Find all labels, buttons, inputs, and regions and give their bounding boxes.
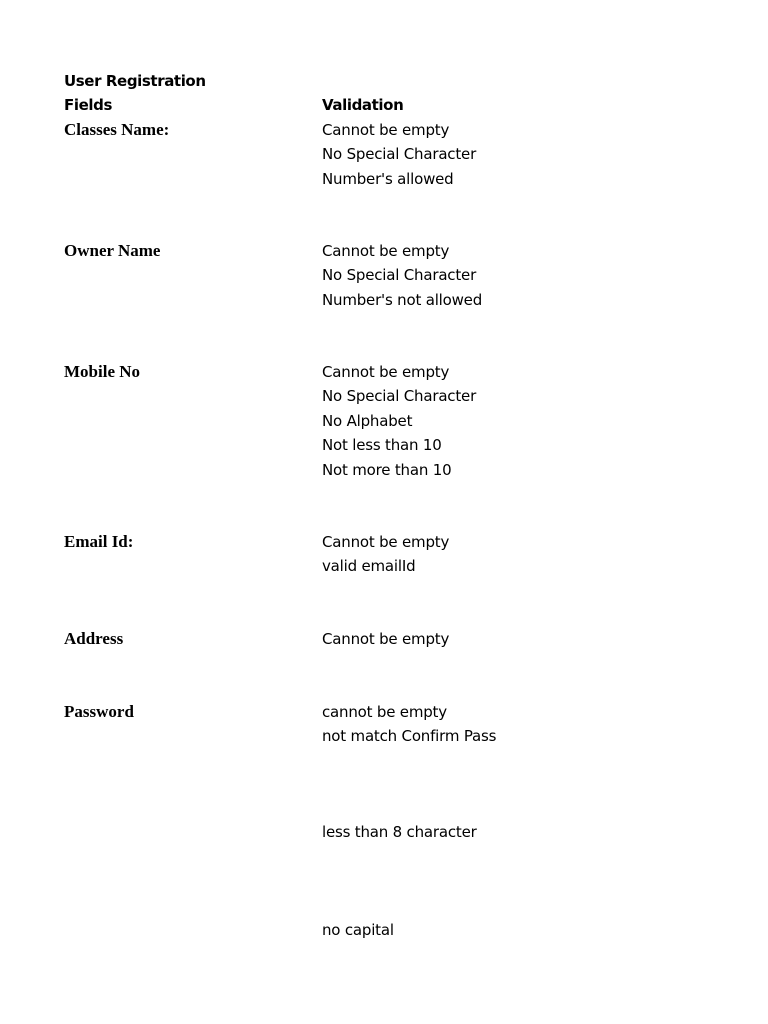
validation-rule: No Alphabet <box>322 412 413 430</box>
field-label-email-id: Email Id: <box>64 532 134 551</box>
validation-rule: Not more than 10 <box>322 461 452 479</box>
field-label-owner-name: Owner Name <box>64 241 161 260</box>
validation-rule: Number's allowed <box>322 170 454 188</box>
validation-rule: no capital <box>322 921 394 939</box>
document-title: User Registration <box>64 72 206 90</box>
field-label-password: Password <box>64 702 134 721</box>
validation-rule: less than 8 character <box>322 823 477 841</box>
validation-rule: Cannot be empty <box>322 242 450 260</box>
validation-rule: not match Confirm Pass <box>322 727 497 745</box>
field-label-classes-name: Classes Name: <box>64 120 170 139</box>
validation-rule: No Special Character <box>322 145 477 163</box>
field-label-mobile-no: Mobile No <box>64 362 141 381</box>
validation-rule: Number's not allowed <box>322 291 483 309</box>
validation-rule: Cannot be empty <box>322 121 450 139</box>
validation-rule: valid emailId <box>322 557 416 575</box>
validation-rule: No Special Character <box>322 266 477 284</box>
fields-column-header: Fields <box>64 96 112 114</box>
validation-rule: Not less than 10 <box>322 436 442 454</box>
validation-rule: No Special Character <box>322 387 477 405</box>
validation-rule: Cannot be empty <box>322 363 450 381</box>
validation-column-header: Validation <box>322 96 404 114</box>
validation-rule: Cannot be empty <box>322 630 450 648</box>
field-label-address: Address <box>64 629 124 648</box>
validation-rule: cannot be empty <box>322 703 447 721</box>
validation-rule: Cannot be empty <box>322 533 450 551</box>
